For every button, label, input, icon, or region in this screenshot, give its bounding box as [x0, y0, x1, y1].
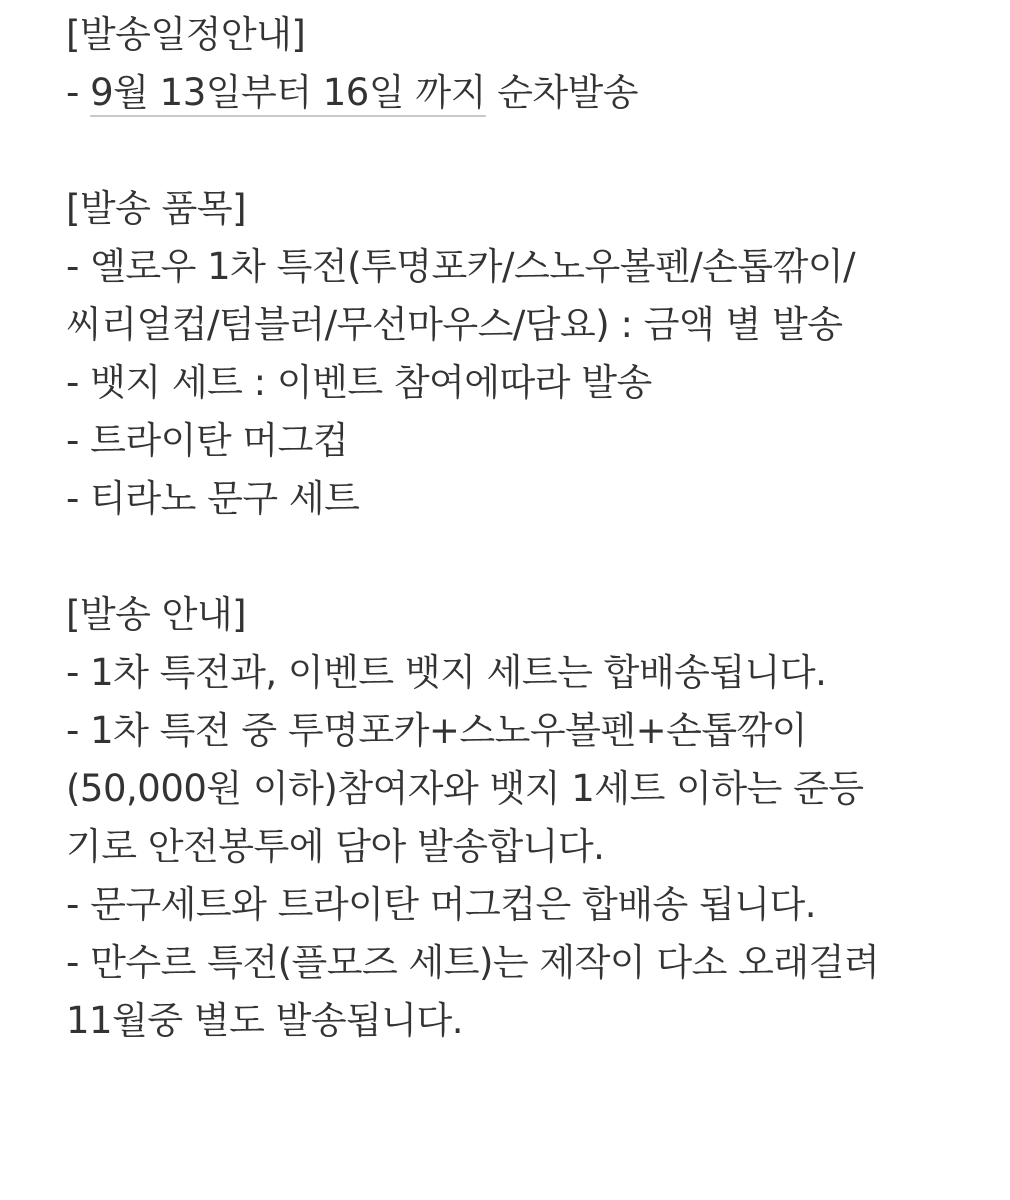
notice-line: (50,000원 이하)참여자와 뱃지 1세트 이하는 준등	[66, 767, 864, 810]
items-line: 씨리얼컵/텀블러/무선마우스/담요) : 금액 별 발송	[66, 303, 843, 346]
shipping-notice	[66, 6, 996, 1050]
notice-line: - 1차 특전과, 이벤트 뱃지 세트는 합배송됩니다.	[66, 651, 827, 694]
items-line: - 뱃지 세트 : 이벤트 참여에따라 발송	[66, 361, 652, 404]
notice-line: 기로 안전봉투에 담아 발송합니다.	[66, 825, 605, 868]
notice-line: - 문구세트와 트라이탄 머그컵은 합배송 됩니다.	[66, 883, 817, 926]
schedule-rest-text: 순차발송	[485, 71, 639, 114]
schedule-heading: [발송일정안내]	[66, 13, 306, 56]
schedule-dates-link[interactable]: 9월 13일부터 16일 까지	[90, 71, 486, 114]
schedule-dash: -	[66, 71, 91, 114]
schedule-line	[66, 64, 996, 122]
notice-heading: [발송 안내]	[66, 593, 247, 636]
items-heading: [발송 품목]	[66, 187, 247, 230]
notice-line: - 1차 특전 중 투명포카+스노우볼펜+손톱깎이	[66, 709, 808, 752]
items-line: - 티라노 문구 세트	[66, 477, 360, 520]
notice-line: 11월중 별도 발송됩니다.	[66, 999, 464, 1042]
notice-line: - 만수르 특전(플모즈 세트)는 제작이 다소 오래걸려	[66, 941, 880, 984]
items-line: - 옐로우 1차 특전(투명포카/스노우볼펜/손톱깎이/	[66, 245, 856, 288]
spacer	[66, 122, 996, 180]
items-line: - 트라이탄 머그컵	[66, 419, 349, 462]
spacer	[66, 528, 996, 586]
